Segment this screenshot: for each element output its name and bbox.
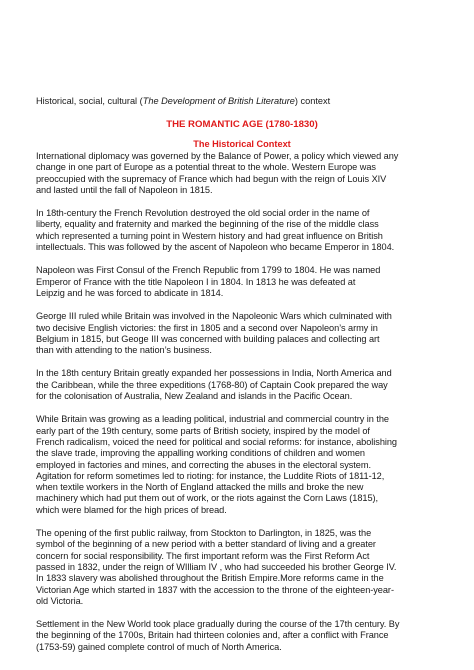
paragraph-line: the slave trade, improving the appalling working conditions of children and women [36, 448, 365, 459]
paragraph-line: machinery which had put them out of work, or the riots against the Corn Laws (1815), [36, 493, 379, 504]
paragraph-line: for the colonisation of Australia, New Zealand and islands in the Pacific Ocean. [36, 391, 353, 402]
paragraph [36, 414, 448, 516]
body-text [36, 151, 448, 653]
paragraph-line: (1753-59) gained complete control of much of North America. [36, 641, 282, 652]
book-title: The Development of British Literature [142, 96, 295, 106]
paragraph-line: passed in 1832, under the reign of WIlliam IV , who had succeeded his brother George IV. [36, 561, 397, 572]
section-title: The Historical Context [193, 139, 291, 149]
paragraph-line: which were blamed for the high prices of bread. [36, 504, 227, 515]
context-suffix: ) context [294, 96, 331, 106]
paragraph-line: concern for social responsibility. The first important reform was the First Reform Act [36, 550, 370, 561]
context-line [36, 95, 448, 107]
paragraph [36, 311, 448, 356]
paragraph-line: old Victoria. [36, 595, 84, 606]
paragraph-line: and lasted until the fall of Napoleon in 1815. [36, 184, 213, 195]
paragraph-line: Emperor of France with the title Napoleon I in 1804. In 1813 he was defeated at [36, 276, 356, 287]
paragraph-line: In 18th-century the French Revolution destroyed the old social order in the name of [36, 208, 370, 219]
paragraph [36, 528, 448, 607]
paragraph-line: Leipzig and he was forced to abdicate in 1814. [36, 287, 224, 298]
paragraph-line: International diplomacy was governed by the Balance of Power, a policy which viewed any [36, 151, 399, 161]
paragraph-line: Victorian Age which started in 1837 with the accession to the throne of the eighteen-year- [36, 584, 394, 595]
document-title: THE ROMANTIC AGE (1780-1830) [166, 119, 318, 130]
paragraph-line: change in one part of Europe as a potential threat to the whole. Western Europe was [36, 162, 376, 173]
paragraph-line: the Caribbean, while the three expeditions (1768-80) of Captain Cook prepared the way [36, 379, 388, 390]
paragraph-line: than with attending to the nation’s business. [36, 345, 212, 356]
paragraph-line: Napoleon was First Consul of the French Republic from 1799 to 1804. He was named [36, 265, 381, 276]
paragraph [36, 208, 448, 253]
paragraph-line: George III ruled while Britain was involved in the Napoleonic Wars which culminated with [36, 311, 392, 322]
paragraph-line: which represented a turning point in Western history and had great influence on British [36, 230, 383, 241]
paragraph-line: employed in factories and mines, and correcting the abuses in the electoral system. [36, 459, 371, 470]
context-prefix: Historical, social, cultural ( [36, 96, 143, 106]
paragraph-line: In 1833 slavery was abolished throughout the British Empire.More reforms came in the [36, 573, 384, 584]
paragraph-line: symbol of the beginning of a new period with a better standard of living and a greater [36, 539, 376, 550]
paragraph-line: Belgium in 1815, but Geoge III was concerned with building palaces and collecting art [36, 333, 380, 344]
paragraph-line: when textile workers in the North of England attacked the mills and broke the new [36, 482, 364, 493]
paragraph-line: Settlement in the New World took place gradually during the course of the 17th century. By [36, 619, 400, 630]
paragraph [36, 151, 448, 196]
paragraph-line: two decisive English victories: the first in 1805 and a second over Napoleon’s army in [36, 322, 378, 333]
paragraph-line: While Britain was growing as a leading political, industrial and commercial country in the [36, 414, 389, 425]
paragraph-line: early part of the 19th century, some parts of British society, inspired by the model of [36, 425, 370, 436]
paragraph [36, 265, 448, 299]
paragraph-line: preoccupied with the supremacy of France which had begun with the reign of Louis XIV [36, 173, 387, 184]
paragraph-line: intellectuals. This was followed by the ascent of Napoleon who became Emperor in 1804. [36, 242, 395, 253]
paragraph-line: liberty, equality and fraternity and marked the beginning of the rise of the middle class [36, 219, 379, 230]
paragraph-line: In the 18th century Britain greatly expanded her possessions in India, North America and [36, 368, 392, 379]
paragraph-line: The opening of the first public railway, from Stockton to Darlington, in 1825, was the [36, 528, 372, 539]
paragraph [36, 368, 448, 402]
paragraph [36, 619, 448, 653]
paragraph-line: French radicalism, voiced the need for political and social reforms: for instance, abolishing [36, 436, 397, 447]
paragraph-line: the beginning of the 1700s, Britain had thirteen colonies and, after a conflict with France [36, 630, 389, 641]
paragraph-line: Agitation for reform sometimes led to rioting: for instance, the Luddite Riots of 1811-12, [36, 470, 385, 481]
document-page [36, 95, 448, 665]
